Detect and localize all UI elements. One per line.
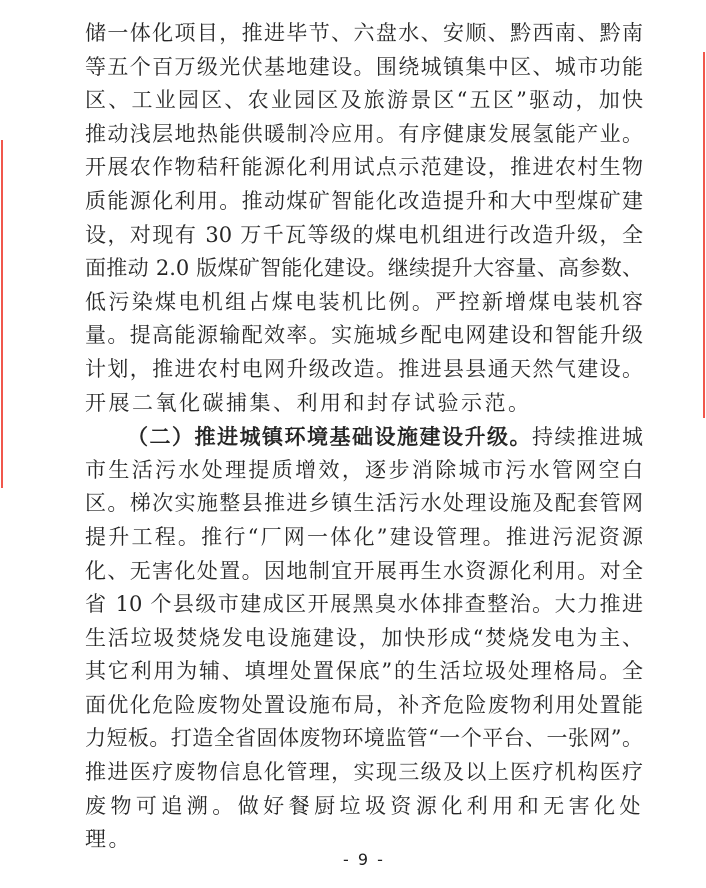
text-line: 开展农作物秸秆能源化利用试点示范建设，推进农村生物	[85, 155, 643, 180]
text-line: 区。梯次实施整县推进乡镇生活污水处理设施及配套管网	[85, 491, 643, 516]
text-line: 推进医疗废物信息化管理，实现三级及以上医疗机构医疗	[85, 760, 643, 785]
text-line: 省 10 个县级市建成区开展黑臭水体排查整治。大力推进	[85, 592, 643, 617]
text-line: 推动浅层地热能供暖制冷应用。有序健康发展氢能产业。	[85, 121, 643, 146]
text-line: 力短板。打造全省固体废物环境监管“一个平台、一张网”。	[85, 726, 643, 751]
text-line: 生活垃圾焚烧发电设施建设，加快形成“焚烧发电为主、	[85, 625, 643, 650]
text-line: 提升工程。推行“厂网一体化”建设管理。推进污泥资源	[85, 524, 643, 549]
text-line: 面优化危险废物处置设施布局，补齐危险废物利用处置能	[85, 692, 643, 717]
text-line-continuation: 持续推进城	[532, 425, 643, 450]
paragraph-end-line: 废物可追溯。做好餐厨垃圾资源化利用和无害化处理。	[85, 793, 643, 852]
text-line: 区、工业园区、农业园区及旅游景区“五区”驱动，加快	[85, 88, 643, 113]
text-line	[85, 420, 643, 454]
text-line: 市生活污水处理提质增效，逐步消除城市污水管网空白	[85, 457, 643, 482]
text-line: 等五个百万级光伏基地建设。围绕城镇集中区、城市功能	[85, 54, 643, 79]
text-line: 量。提高能源输配效率。实施城乡配电网建设和智能升级	[85, 323, 643, 348]
text-line: 其它利用为辅、填埋处置保底”的生活垃圾处理格局。全	[85, 659, 643, 684]
text-line: 低污染煤电机组占煤电装机比例。严控新增煤电装机容	[85, 289, 643, 314]
right-edge-mark	[703, 52, 705, 418]
section-heading: （二）推进城镇环境基础设施建设升级。	[127, 424, 532, 450]
left-edge-mark	[1, 140, 3, 488]
text-line: 储一体化项目，推进毕节、六盘水、安顺、黔西南、黔南	[85, 21, 643, 45]
text-line: 质能源化利用。推动煤矿智能化改造提升和大中型煤矿建	[85, 188, 643, 213]
page-number: - 9 -	[343, 850, 385, 869]
text-line: 化、无害化处置。因地制宜开展再生水资源化利用。对全	[85, 558, 643, 583]
paragraph-end-line: 开展二氧化碳捕集、利用和封存试验示范。	[85, 390, 532, 415]
text-line: 设，对现有 30 万千瓦等级的煤电机组进行改造升级，全	[85, 222, 643, 247]
text-line: 面推动 2.0 版煤矿智能化建设。继续提升大容量、高参数、	[85, 256, 643, 281]
text-line: 计划，推进农村电网升级改造。推进县县通天然气建设。	[85, 356, 643, 381]
document-body	[85, 17, 643, 852]
